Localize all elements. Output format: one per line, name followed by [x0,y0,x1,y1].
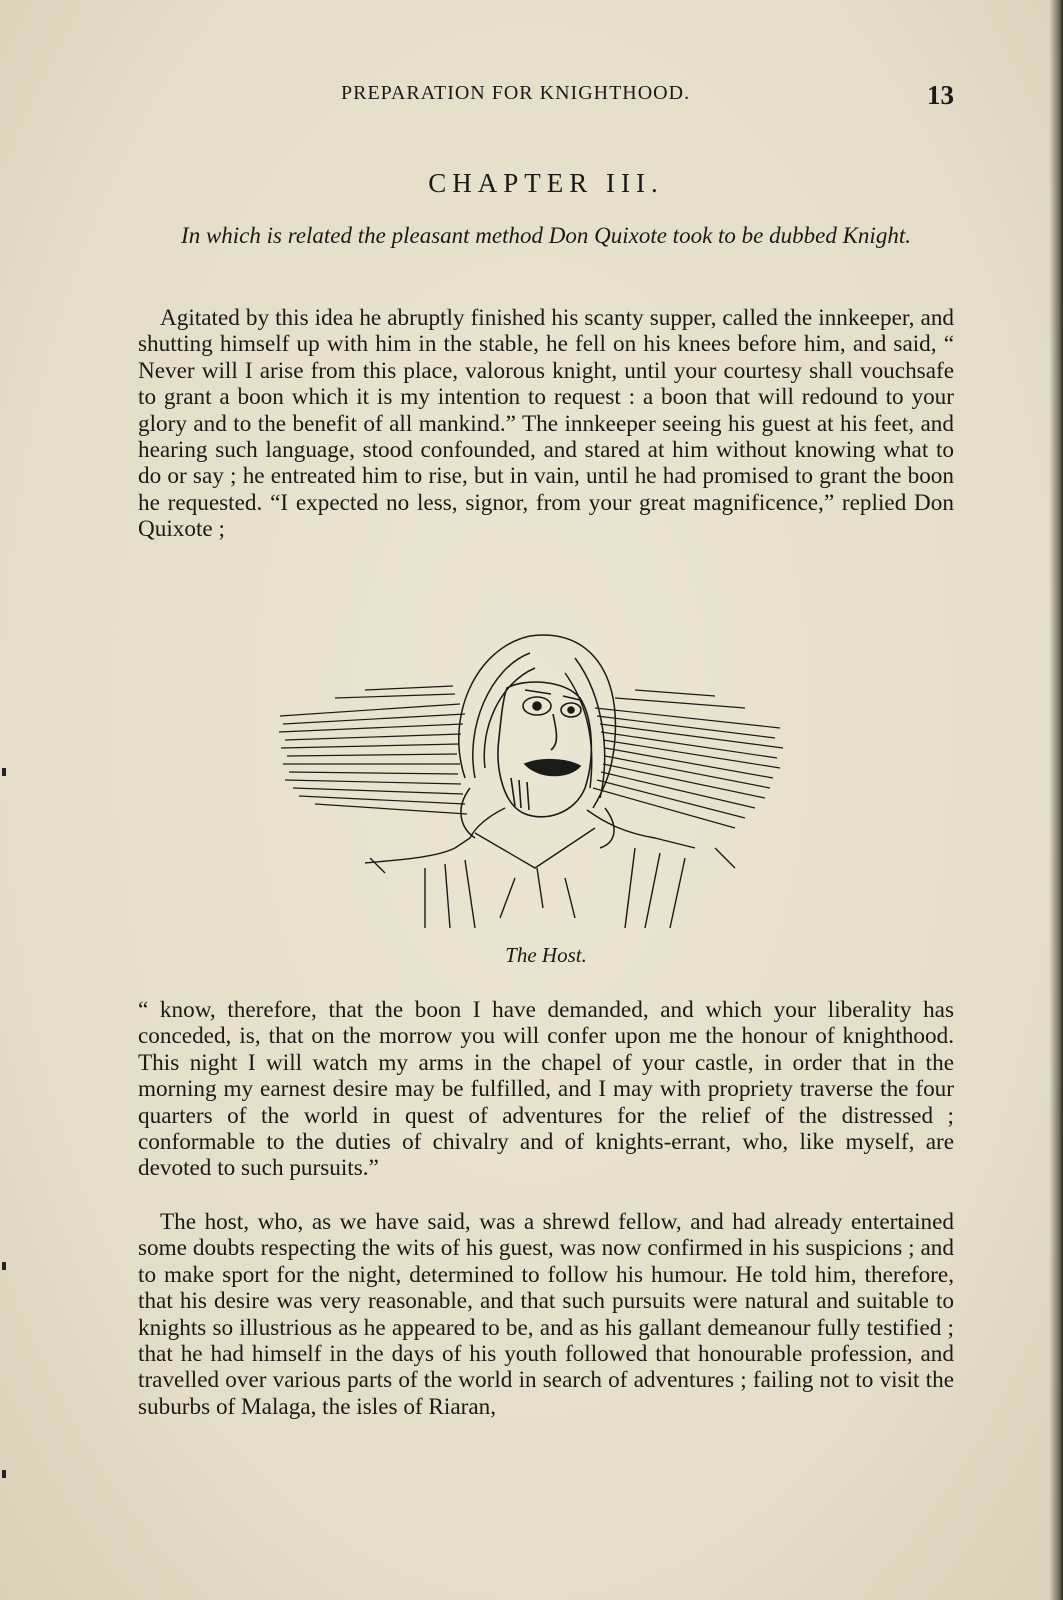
margin-mark [2,1470,6,1478]
paragraph-1: Agitated by this idea he abruptly finished his scanty supper, called the innkeeper, and shutting himself up with him in the stable, he fell on his knees before him, and said, “ Never will I arise from this place, valorous knight, until your courtesy shall vouchsafe to grant a boon which it is my intention to request : a boon that will redound to your glory and to the benefit of all mankind.” The innkeeper seeing his guest at his feet, and hearing such language, stood confounded, and stared at him without knowing what to do or say ; he entreated him to rise, but in vain, until he had promised to grant the boon he requested. “I expected no less, signor, from your great magnificence,” replied Don Quixote ; [138,305,954,543]
face [498,682,591,817]
page-spine-shadow [1049,0,1063,1600]
running-title: PREPARATION FOR KNIGHTHOOD. [341,82,691,104]
paragraph-2: “ know, therefore, that the boon I have demanded, and which your liberality has conceded, is, that on the morrow you will confer upon me the honour of knighthood. This night I will watch my arms in the chapel of your castle, in order that in the morning my earnest desire may be fulfilled, and I may with propriety traverse the four quarters of the world in quest of adventures for the relief of the distressed ; conformable to the duties of chivalry and of knights-errant, who, like myself, are devoted to such pursuits.” [138,997,954,1182]
illustration-caption: The Host. [505,943,587,967]
collar [365,808,735,928]
chapter-title: CHAPTER III. [428,168,664,198]
margin-mark [2,1262,6,1270]
host-illustration [275,628,785,928]
margin-mark [2,768,6,776]
running-head [138,80,954,114]
chapter-subtitle: In which is related the pleasant method Don Quixote took to be dubbed Knight. [181,223,911,248]
paragraph-3: The host, who, as we have said, was a shrewd fellow, and had already entertained some doubts respecting the wits of his guest, was now confirmed in his suspicions ; and to make sport for the night, determined to follow his humour. He told him, therefore, that his desire was very reasonable, and that such pursuits were natural and suitable to knights so illustrious as he appeared to be, and as his gallant demeanour fully testified ; that he had himself in the days of his youth followed that honourable profession, and travelled over various parts of the world in search of adventures ; failing not to visit the suburbs of Malaga, the isles of Riaran, [138,1209,954,1420]
page-number: 13 [927,80,954,110]
right-hair-lines [593,690,783,828]
left-hair-lines [279,686,467,814]
